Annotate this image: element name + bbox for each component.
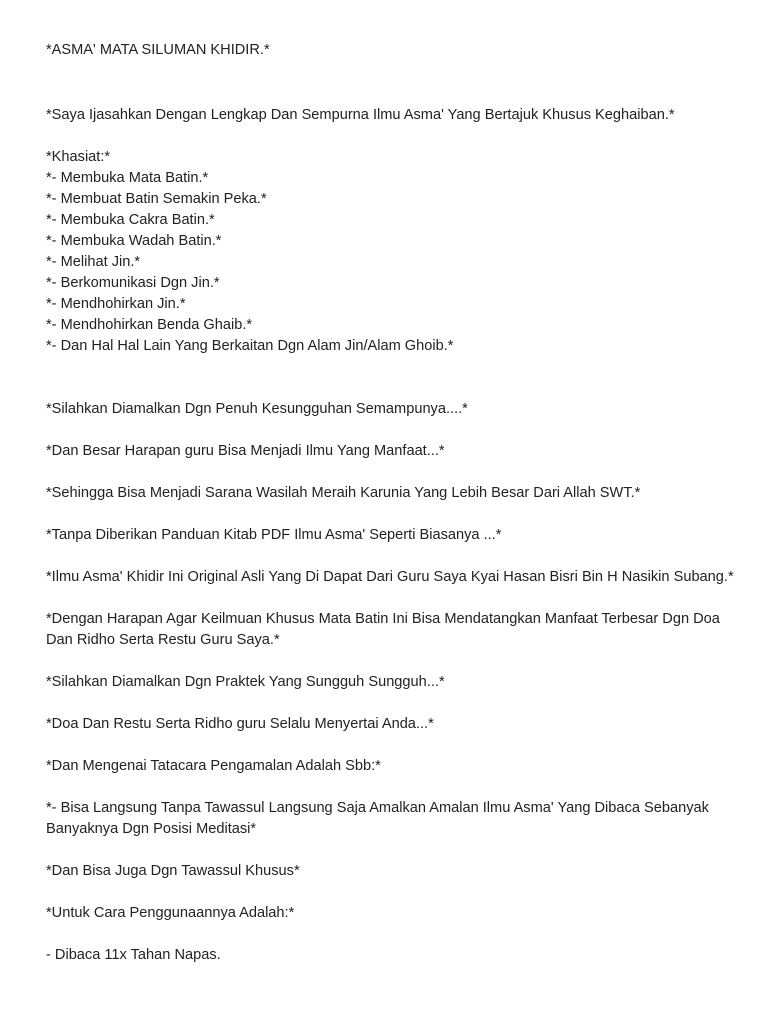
document-title: *ASMA' MATA SILUMAN KHIDIR.* — [46, 42, 270, 58]
document-page — [46, 40, 736, 966]
khasiat-item: *- Membuat Batin Semakin Peka.* — [46, 191, 267, 207]
khasiat-item: *- Dan Hal Hal Lain Yang Berkaitan Dgn Alam Jin/Alam Ghoib.* — [46, 338, 454, 354]
body-paragraph: *Silahkan Diamalkan Dgn Praktek Yang Sungguh Sungguh...* — [46, 674, 445, 690]
spacer — [46, 61, 736, 105]
spacer — [46, 840, 736, 861]
body-paragraph: *Sehingga Bisa Menjadi Sarana Wasilah Meraih Karunia Yang Lebih Besar Dari Allah SWT.* — [46, 485, 641, 501]
spacer — [46, 924, 736, 945]
khasiat-item: *- Mendhohirkan Benda Ghaib.* — [46, 317, 253, 333]
khasiat-item: *- Membuka Cakra Batin.* — [46, 212, 215, 228]
spacer — [46, 126, 736, 147]
spacer — [46, 546, 736, 567]
body-paragraph: *Dengan Harapan Agar Keilmuan Khusus Mata Batin Ini Bisa Mendatangkan Manfaat Terbesar Dgn Doa Dan Ridho Serta Restu Guru Saya.* — [46, 611, 720, 648]
body-paragraph: *Dan Bisa Juga Dgn Tawassul Khusus* — [46, 863, 300, 879]
spacer — [46, 588, 736, 609]
body-paragraph: *Ilmu Asma' Khidir Ini Original Asli Yang Di Dapat Dari Guru Saya Kyai Hasan Bisri Bin H Nasikin Subang.* — [46, 569, 734, 585]
spacer — [46, 882, 736, 903]
khasiat-item: *- Melihat Jin.* — [46, 254, 141, 270]
khasiat-item: *- Membuka Mata Batin.* — [46, 170, 209, 186]
body-paragraph: *Silahkan Diamalkan Dgn Penuh Kesungguhan Semampunya....* — [46, 401, 468, 417]
spacer — [46, 735, 736, 756]
body-paragraph: *Doa Dan Restu Serta Ridho guru Selalu Menyertai Anda...* — [46, 716, 434, 732]
body-paragraph: *- Bisa Langsung Tanpa Tawassul Langsung Saja Amalkan Amalan Ilmu Asma' Yang Dibaca Sebanyak Banyaknya Dgn Posisi Meditasi* — [46, 800, 709, 837]
khasiat-item: *- Membuka Wadah Batin.* — [46, 233, 222, 249]
body-paragraph: *Untuk Cara Penggunaannya Adalah:* — [46, 905, 295, 921]
body-paragraph: - Dibaca 11x Tahan Napas. — [46, 947, 221, 963]
spacer — [46, 693, 736, 714]
spacer — [46, 357, 736, 399]
spacer — [46, 420, 736, 441]
spacer — [46, 777, 736, 798]
body-paragraph: *Dan Besar Harapan guru Bisa Menjadi Ilmu Yang Manfaat...* — [46, 443, 445, 459]
spacer — [46, 651, 736, 672]
body-paragraph: *Tanpa Diberikan Panduan Kitab PDF Ilmu Asma' Seperti Biasanya ...* — [46, 527, 502, 543]
khasiat-heading: *Khasiat:* — [46, 149, 111, 165]
khasiat-item: *- Berkomunikasi Dgn Jin.* — [46, 275, 220, 291]
body-paragraph: *Dan Mengenai Tatacara Pengamalan Adalah Sbb:* — [46, 758, 381, 774]
spacer — [46, 504, 736, 525]
khasiat-item: *- Mendhohirkan Jin.* — [46, 296, 186, 312]
spacer — [46, 462, 736, 483]
intro-paragraph: *Saya Ijasahkan Dengan Lengkap Dan Sempurna Ilmu Asma' Yang Bertajuk Khusus Keghaiban.* — [46, 107, 675, 123]
